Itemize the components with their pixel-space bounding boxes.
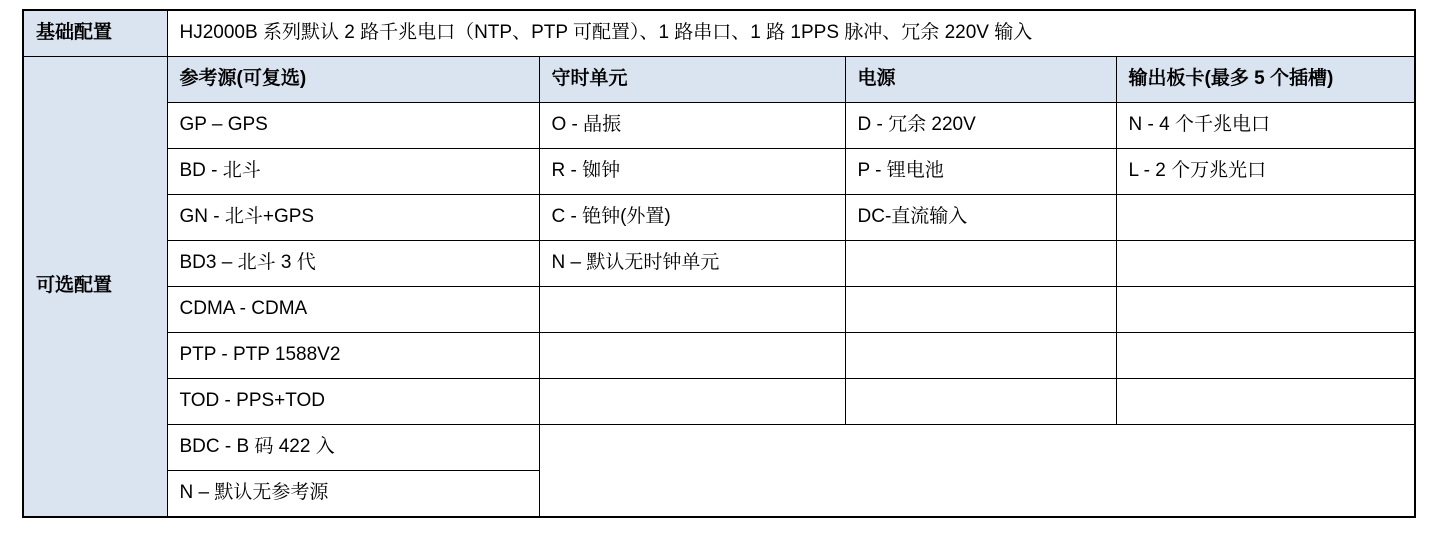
- table-row: [23, 425, 1415, 471]
- col-header-power: 电源: [845, 57, 1116, 103]
- config-table: [22, 9, 1416, 518]
- cell-card-n: N - 4 个千兆电口: [1116, 103, 1415, 149]
- empty-cell: [845, 379, 1116, 425]
- empty-cell: [539, 379, 845, 425]
- cell-power-d: D - 冗余 220V: [845, 103, 1116, 149]
- cell-power-dc: DC-直流输入: [845, 195, 1116, 241]
- table-row: [23, 103, 1415, 149]
- cell-ref-bd: BD - 北斗: [167, 149, 539, 195]
- cell-ref-tod: TOD - PPS+TOD: [167, 379, 539, 425]
- table-row: [23, 195, 1415, 241]
- empty-cell: [1116, 287, 1415, 333]
- empty-cell: [1116, 333, 1415, 379]
- base-config-value: HJ2000B 系列默认 2 路千兆电口（NTP、PTP 可配置）、1 路串口、1 路 1PPS 脉冲、冗余 220V 输入: [167, 10, 1415, 57]
- cell-ref-gp: GP – GPS: [167, 103, 539, 149]
- table-row: [23, 287, 1415, 333]
- cell-ref-gn: GN - 北斗+GPS: [167, 195, 539, 241]
- empty-cell: [539, 333, 845, 379]
- cell-clock-r: R - 铷钟: [539, 149, 845, 195]
- row-header-optional-config: 可选配置: [23, 57, 167, 518]
- table-row: [23, 379, 1415, 425]
- table-row: [23, 241, 1415, 287]
- cell-ref-bd3: BD3 – 北斗 3 代: [167, 241, 539, 287]
- col-header-reference-source: 参考源(可复选): [167, 57, 539, 103]
- row-header-base-config: 基础配置: [23, 10, 167, 57]
- cell-clock-o: O - 晶振: [539, 103, 845, 149]
- cell-card-l: L - 2 个万兆光口: [1116, 149, 1415, 195]
- table-row: [23, 149, 1415, 195]
- column-header-row: [23, 57, 1415, 103]
- base-config-row: [23, 10, 1415, 57]
- cell-power-p: P - 锂电池: [845, 149, 1116, 195]
- cell-ref-bdc: BDC - B 码 422 入: [167, 425, 539, 471]
- empty-cell: [1116, 195, 1415, 241]
- cell-ref-none: N – 默认无参考源: [167, 471, 539, 518]
- empty-cell: [539, 287, 845, 333]
- cell-clock-none: N – 默认无时钟单元: [539, 241, 845, 287]
- cell-ref-ptp: PTP - PTP 1588V2: [167, 333, 539, 379]
- empty-cell: [845, 241, 1116, 287]
- empty-cell: [1116, 241, 1415, 287]
- cell-clock-c: C - 铯钟(外置): [539, 195, 845, 241]
- col-header-timekeeping-unit: 守时单元: [539, 57, 845, 103]
- empty-cell: [1116, 379, 1415, 425]
- table-row: [23, 333, 1415, 379]
- cell-ref-cdma: CDMA - CDMA: [167, 287, 539, 333]
- empty-cell: [845, 333, 1116, 379]
- empty-cell: [845, 287, 1116, 333]
- merged-empty-cell: [539, 425, 1415, 518]
- col-header-output-cards: 输出板卡(最多 5 个插槽): [1116, 57, 1415, 103]
